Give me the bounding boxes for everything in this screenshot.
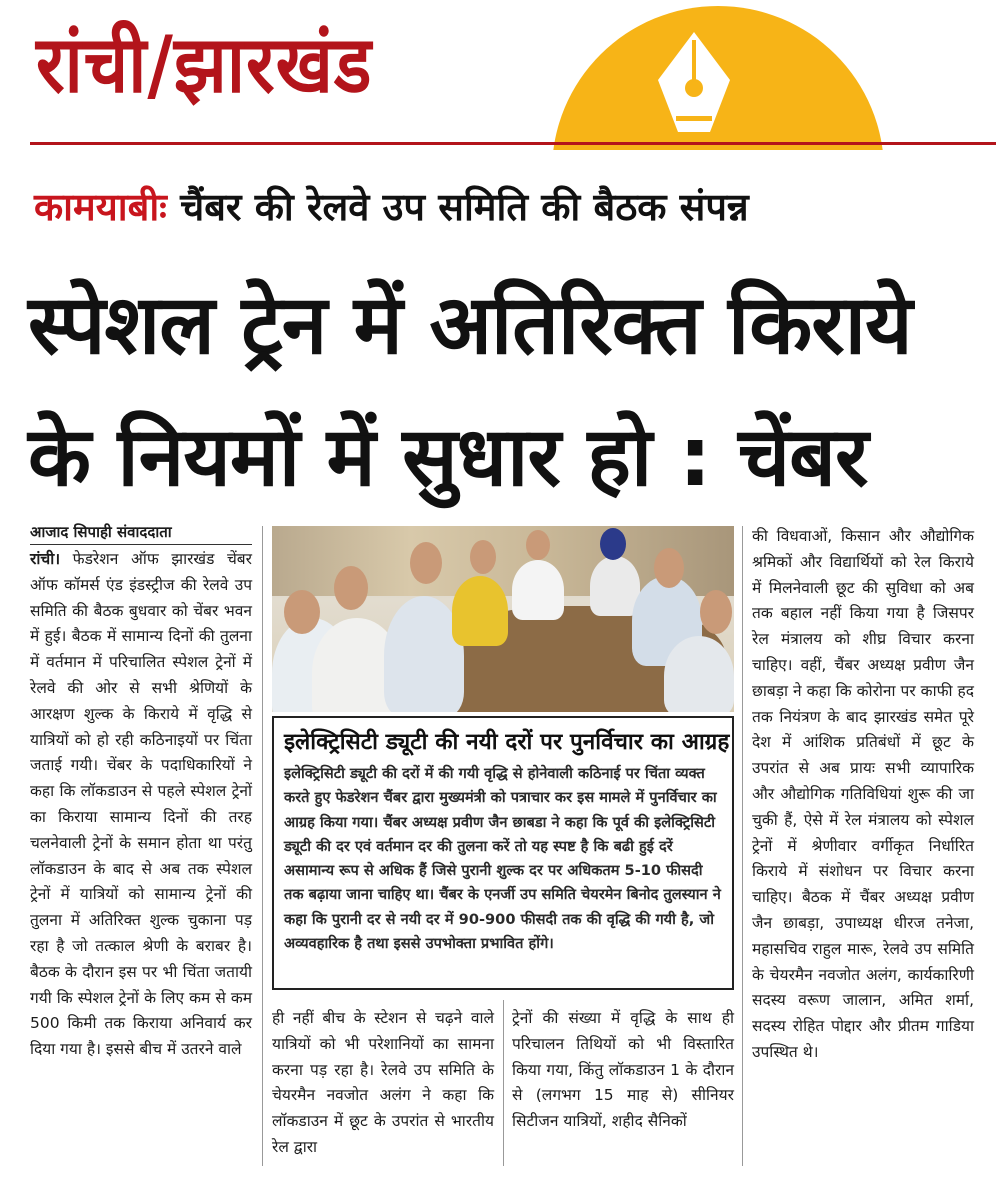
article-column-2: ही नहीं बीच के स्टेशन से चढ़ने वाले यात्रियों को भी परेशानियों का सामना करना पड़ रहा है। रेलवे उप समिति के चेयरमैन नवजोत अलंग ने कहा कि लॉकडाउन में छूट के उपरांत से भारतीय रेल द्वारा <box>272 1009 494 1156</box>
section-title: रांची/झारखंड <box>36 18 373 111</box>
sidebar-heading: इलेक्ट्रिसिटी ड्यूटी की नयी दरों पर पुनर्विचार का आग्रह <box>284 729 730 755</box>
article-column-1 <box>30 522 252 1063</box>
column-divider <box>503 1000 504 1166</box>
sidebar-box <box>272 716 734 990</box>
kicker-text: चैंबर की रेलवे उप समिति की बैठक संपन्न <box>180 185 749 229</box>
column-divider <box>262 526 263 1166</box>
column-1-body: फेडरेशन ऑफ झारखंड चेंबर ऑफ कॉमर्स एंड इंडस्ट्रीज की रेलवे उप समिति की बैठक बुधवार को चेंबर भवन में हुई। बैठक में सामान्य दिनों की तुलना में वर्तमान में परिचालित स्पेशल ट्रेनों में रेलवे की ओर से सभी श्रेणियों के आरक्षण शुल्क के किराये में वृद्धि से यात्रियों को हो रही कठिनाइयों पर चिंता जताई गयी। चेंबर के पदाधिकारियों ने कहा कि लॉकडाउन से पहले स्पेशल ट्रेनों का किराया सामान्य दिनों की तरह चलनेवाली ट्रेनों के समान होता था परंतु लॉकडाउन के बाद से अब तक स्पेशल ट्रेनों में यात्रियों को सामान्य ट्रेनों की तुलना में अतिरिक्त शुल्क चुकाना पड़ रहा है जो तत्काल श्रेणी के बराबर है। बैठक के दौरान इस पर भी चिंता जतायी गयी कि स्पेशल ट्रेनों के लिए कम से कम 500 किमी तक किराया अनिवार्य कर दिया गया है। इससे बीच में उतरने वाले <box>30 550 252 1059</box>
headline <box>28 260 988 524</box>
column-divider <box>742 526 743 1166</box>
article-column-3: ट्रेनों की संख्या में वृद्धि के साथ ही परिचालन तिथियों को भी विस्तारित किया गया, किंतु लॉकडाउन 1 के दौरान से (लगभग 15 माह से) सीनियर सिटीजन यात्रियों, शहीद सैनिकों <box>512 1009 734 1131</box>
masthead-rule <box>30 142 996 145</box>
pen-nib-icon <box>646 28 742 138</box>
masthead <box>0 0 996 150</box>
headline-line-1: स्पेशल ट्रेन में अतिरिक्त किराये <box>28 278 912 373</box>
byline: आजाद सिपाही संवाददाता <box>30 522 252 545</box>
headline-line-2: के नियमों में सुधार हो : चेंबर <box>28 410 868 505</box>
kicker <box>34 186 749 230</box>
kicker-prefix: कामयाबीः <box>34 185 167 229</box>
meeting-photo <box>272 526 734 712</box>
sidebar-text: इलेक्ट्रिसिटी ड्यूटी की दरों में की गयी वृद्धि से होनेवाली कठिनाई पर चिंता व्यक्त करते हुए फेडरेशन चैंबर द्वारा मुख्यमंत्री को पत्राचार कर इस मामले में पुनर्विचार का आग्रह किया गया। चैंबर अध्यक्ष प्रवीण जैन छाबडा ने कहा कि पूर्व की इलेक्ट्रिसिटी ड्यूटी की दर एवं वर्तमान दर की तुलना करें तो यह स्पष्ट है कि बढी हुई दरें असामान्य रूप से अधिक हैं जिसे पुरानी शुल्क दर पर अधिकतम 5-10 फीसदी तक बढ़ाया जाना चाहिए था। चैंबर के एनर्जी उप समिति चेयरमेन बिनोद तुलस्यान ने कहा कि पुरानी दर से नयी दर में 90-900 फीसदी तक की वृद्धि की गयी है, जो अव्यवहारिक है तथा इससे उपभोक्ता प्रभावित होंगे। <box>284 765 721 953</box>
column-1-text <box>30 547 252 1063</box>
article-column-4: की विधवाओं, किसान और औद्योगिक श्रमिकों और विद्यार्थियों को रेल किराये में मिलनेवाली छूट की सुविधा को अब तक बहाल नहीं किया गया है जिसपर रेल मंत्रालय को शीघ्र विचार करना चाहिए। वहीं, चैंबर अध्यक्ष प्रवीण जैन छाबड़ा ने कहा कि कोरोना पर काफी हद तक नियंत्रण के बाद झारखंड समेत पूरे देश में आंशिक प्रतिबंधों में छूट के उपरांत से अब प्रायः सभी व्यापारिक और औद्योगिक गतिविधियां शुरू की जा चुकी हैं, ऐसे में रेल मंत्रालय को स्पेशल ट्रेनों में श्रेणीवार वर्गीकृत निर्धारित किराये में संशोधन पर विचार करना चाहिए। बैठक में चैंबर अध्यक्ष प्रवीण जैन छाबड़ा, उपाध्यक्ष धीरज तनेजा, महासचिव राहुल मारू, रेलवे उप समिति के चेयरमैन नवजोत अलंग, कार्यकारिणी सदस्य वरूण जालान, अमित शर्मा, सदस्य रोहित पोद्दार और प्रीतम गाडिया उपस्थित थे। <box>752 527 974 1061</box>
dateline: रांची। <box>30 550 61 568</box>
